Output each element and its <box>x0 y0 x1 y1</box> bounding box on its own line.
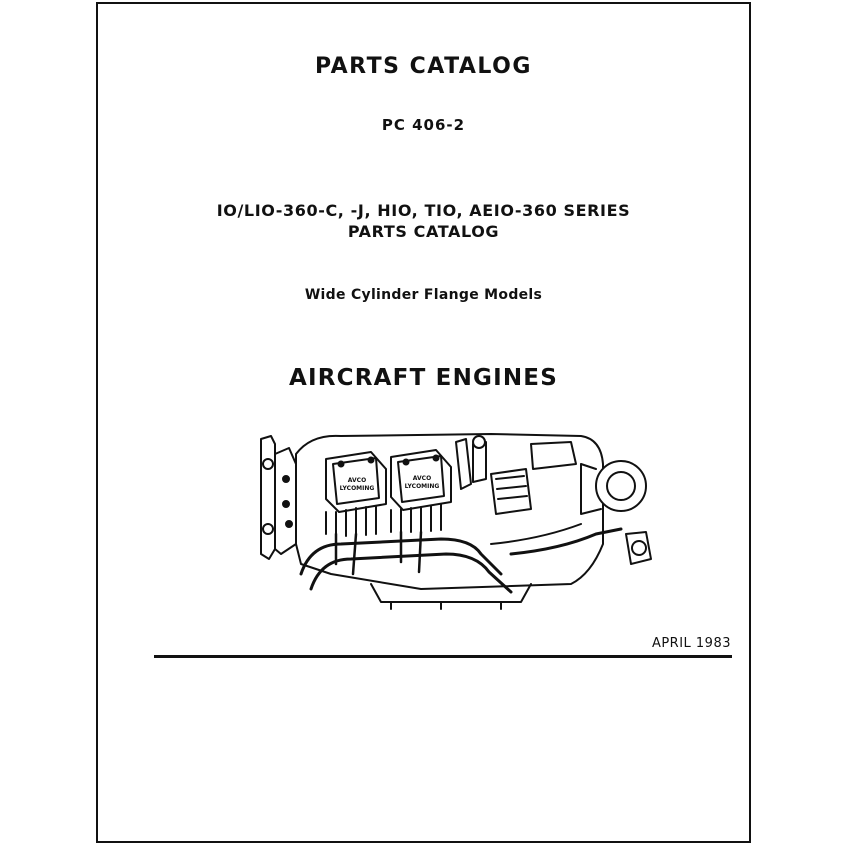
engine-badge-right-top: AVCO <box>412 475 432 482</box>
page-title: PARTS CATALOG <box>315 54 532 79</box>
models-subtitle: Wide Cylinder Flange Models <box>304 287 543 303</box>
divider-rule <box>154 655 732 658</box>
category-heading: AIRCRAFT ENGINES <box>289 365 558 391</box>
aircraft-engine-illustration-icon <box>241 424 661 614</box>
series-heading: IO/LIO-360-C, -J, HIO, TIO, AEIO-360 SERIES <box>216 201 631 220</box>
series-subheading: PARTS CATALOG <box>347 222 500 241</box>
engine-badge-left-bottom: LYCOMING <box>339 485 375 492</box>
publication-date: APRIL 1983 <box>651 636 731 651</box>
engine-badge-left-top: AVCO <box>347 477 367 484</box>
catalog-cover-page <box>96 2 751 843</box>
engine-badge-right-bottom: LYCOMING <box>404 483 440 490</box>
catalog-number: PC 406-2 <box>381 116 466 134</box>
